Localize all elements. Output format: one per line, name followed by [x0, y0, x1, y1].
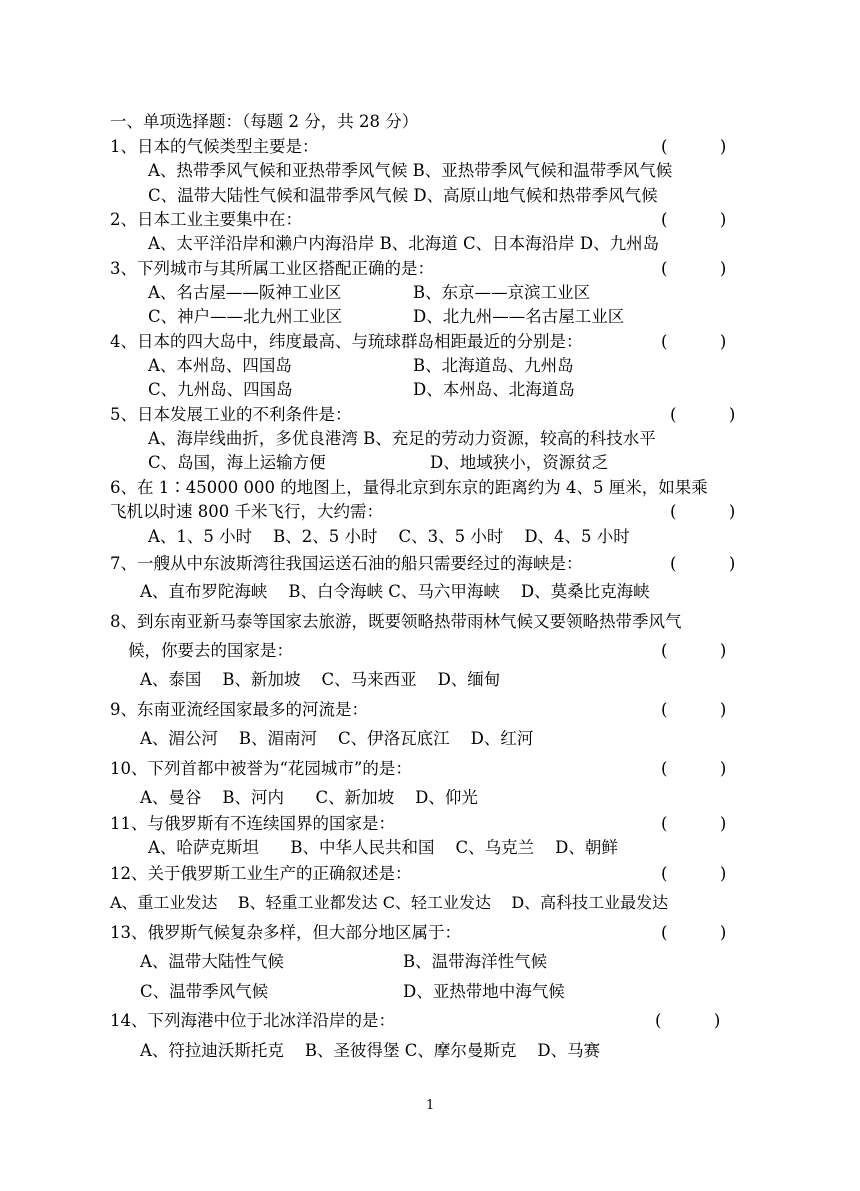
- answer-paren: ( ): [661, 923, 727, 942]
- question-4-option-c: C、九州岛、四国岛: [148, 380, 293, 399]
- question-3-option-a: A、名古屋——阪神工业区: [148, 283, 342, 302]
- answer-paren: ( ): [661, 641, 727, 660]
- question-13-option-b: B、温带海洋性气候: [403, 952, 548, 971]
- question-9-options: A、湄公河 B、湄南河 C、伊洛瓦底江 D、红河: [140, 729, 534, 748]
- answer-paren: ( ): [670, 554, 736, 573]
- answer-paren: ( ): [661, 259, 727, 278]
- question-12-stem: 12、关于俄罗斯工业生产的正确叙述是：: [110, 864, 412, 883]
- question-13-stem: 13、俄罗斯气候复杂多样，但大部分地区属于：: [110, 923, 461, 942]
- question-11-options: A、哈萨克斯坦 B、中华人民共和国 C、乌克兰 D、朝鲜: [148, 838, 618, 857]
- question-7-options: A、直布罗陀海峡 B、白令海峡 C、马六甲海峡 D、莫桑比克海峡: [140, 582, 650, 601]
- question-4-stem: 4、日本的四大岛中，纬度最高、与琉球群岛相距最近的分别是：: [110, 332, 583, 351]
- answer-paren: ( ): [661, 332, 727, 351]
- question-8-stem: 8、到东南亚新马泰等国家去旅游，既要领略热带雨林气候又要领略热带季风气: [110, 612, 682, 631]
- question-7-stem: 7、一艘从中东波斯湾往我国运送石油的船只需要经过的海峡是：: [110, 554, 583, 573]
- question-11-stem: 11、与俄罗斯有不连续国界的国家是：: [110, 814, 395, 833]
- question-5-option-c: C、岛国，海上运输方便: [148, 453, 326, 472]
- question-1-options: C、温带大陆性气候和温带季风气候 D、高原山地气候和热带季风气候: [148, 186, 658, 205]
- question-6-options: A、1、5 小时 B、2、5 小时 C、3、5 小时 D、4、5 小时: [148, 527, 630, 546]
- question-5-stem: 5、日本发展工业的不利条件是：: [110, 405, 352, 424]
- page-number: 1: [426, 1098, 435, 1113]
- answer-paren: ( ): [661, 700, 727, 719]
- answer-paren: ( ): [655, 1011, 721, 1030]
- question-6-stem-cont: 飞机以时速 800 千米飞行，大约需：: [110, 502, 383, 521]
- question-3-option-d: D、北九州——名古屋工业区: [413, 307, 625, 326]
- answer-paren: ( ): [670, 502, 736, 521]
- section-heading: 一、单项选择题：（每题 2 分，共 28 分）: [110, 112, 419, 131]
- question-8-stem-cont: 候，你要去的国家是：: [128, 641, 293, 660]
- question-4-option-b: B、北海道岛、九州岛: [413, 356, 574, 375]
- question-8-options: A、泰国 B、新加坡 C、马来西亚 D、缅甸: [140, 670, 501, 689]
- question-14-options: A、符拉迪沃斯托克 B、圣彼得堡 C、摩尔曼斯克 D、马赛: [140, 1041, 601, 1060]
- question-4-option-d: D、本州岛、北海道岛: [413, 380, 575, 399]
- question-6-stem: 6、在 1∶45000 000 的地图上，量得北京到东京的距离约为 4、5 厘米，如果乘: [110, 478, 708, 497]
- question-13-option-c: C、温带季风气候: [140, 982, 269, 1001]
- question-1-stem: 1、日本的气候类型主要是：: [110, 137, 319, 156]
- question-14-stem: 14、下列海港中位于北冰洋沿岸的是：: [110, 1011, 395, 1030]
- question-13-option-a: A、温带大陆性气候: [140, 952, 284, 971]
- answer-paren: ( ): [661, 814, 727, 833]
- question-5-option-d: D、地域狭小，资源贫乏: [430, 453, 609, 472]
- question-1-options: A、热带季风气候和亚热带季风气候 B、亚热带季风气候和温带季风气候: [148, 161, 673, 180]
- question-2-stem: 2、日本工业主要集中在：: [110, 210, 302, 229]
- answer-paren: ( ): [661, 864, 727, 883]
- question-5-options: A、海岸线曲折，多优良港湾 B、充足的劳动力资源，较高的科技水平: [148, 429, 656, 448]
- question-13-option-d: D、亚热带地中海气候: [403, 982, 565, 1001]
- answer-paren: ( ): [661, 210, 727, 229]
- question-2-options: A、太平洋沿岸和濑户内海沿岸 B、北海道 C、日本海沿岸 D、九州岛: [148, 234, 660, 253]
- answer-paren: ( ): [661, 137, 727, 156]
- question-4-option-a: A、本州岛、四国岛: [148, 356, 292, 375]
- answer-paren: ( ): [661, 759, 727, 778]
- question-12-options: A、重工业发达 B、轻重工业都发达 C、轻工业发达 D、高科技工业最发达: [110, 893, 669, 912]
- question-3-option-b: B、东京——京滨工业区: [413, 283, 591, 302]
- answer-paren: ( ): [670, 405, 736, 424]
- question-3-option-c: C、神户——北九州工业区: [148, 307, 343, 326]
- question-10-options: A、曼谷 B、河内 C、新加坡 D、仰光: [140, 788, 478, 807]
- question-9-stem: 9、东南亚流经国家最多的河流是：: [110, 700, 368, 719]
- question-10-stem: 10、下列首都中被誉为“花园城市”的是：: [110, 759, 412, 778]
- question-3-stem: 3、下列城市与其所属工业区搭配正确的是：: [110, 259, 434, 278]
